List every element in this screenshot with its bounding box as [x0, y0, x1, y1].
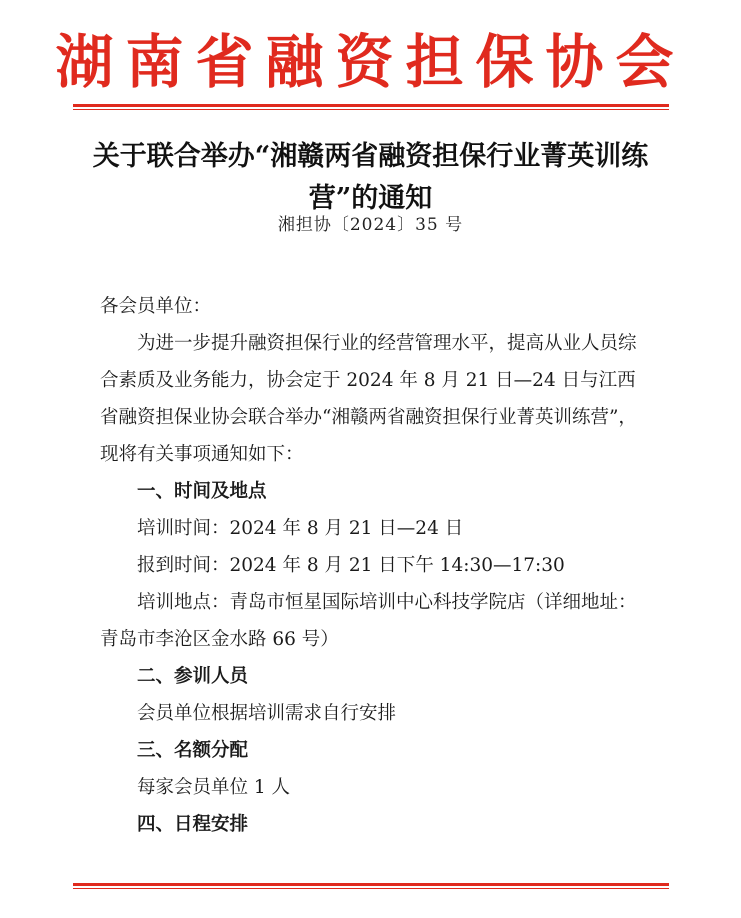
- letterhead-org-name: 湖南省融资担保协会: [55, 28, 686, 96]
- footer-divider-thin: [73, 888, 669, 889]
- quota-text: 每家会员单位 1 人: [137, 777, 291, 798]
- intro-paragraph: 为进一步提升融资担保行业的经营管理水平，提高从业人员综合素质及业务能力，协会定于 2024 年 8 月 21 日—24 日与江西省融资担保业协会联合举办“湘赣两省融资担保行业菁英训练营”，现将有关事项通知如下：: [100, 333, 637, 465]
- participants-text: 会员单位根据培训需求自行安排: [137, 703, 397, 724]
- section-heading-participants: 二、参训人员: [137, 666, 249, 687]
- training-location: 培训地点：青岛市恒星国际培训中心科技学院店（详细地址：青岛市李沧区金水路 66 号）: [100, 592, 637, 650]
- section-heading-time-location: 一、时间及地点: [137, 481, 267, 502]
- salutation: 各会员单位：: [100, 296, 212, 317]
- notice-body: [100, 288, 641, 843]
- footer-divider-thick: [73, 883, 669, 886]
- section-heading-schedule: 四、日程安排: [137, 814, 249, 835]
- training-time: 培训时间：2024 年 8 月 21 日—24 日: [137, 518, 464, 539]
- notice-title: 关于联合举办“湘赣两省融资担保行业菁英训练营”的通知: [92, 141, 649, 214]
- letterhead-divider-thin: [73, 109, 669, 110]
- letterhead-divider-thick: [73, 104, 669, 107]
- check-in-time: 报到时间：2024 年 8 月 21 日下午 14:30—17:30: [137, 555, 565, 576]
- section-heading-quota: 三、名额分配: [137, 740, 249, 761]
- document-number: 湘担协〔2024〕35 号: [277, 215, 464, 235]
